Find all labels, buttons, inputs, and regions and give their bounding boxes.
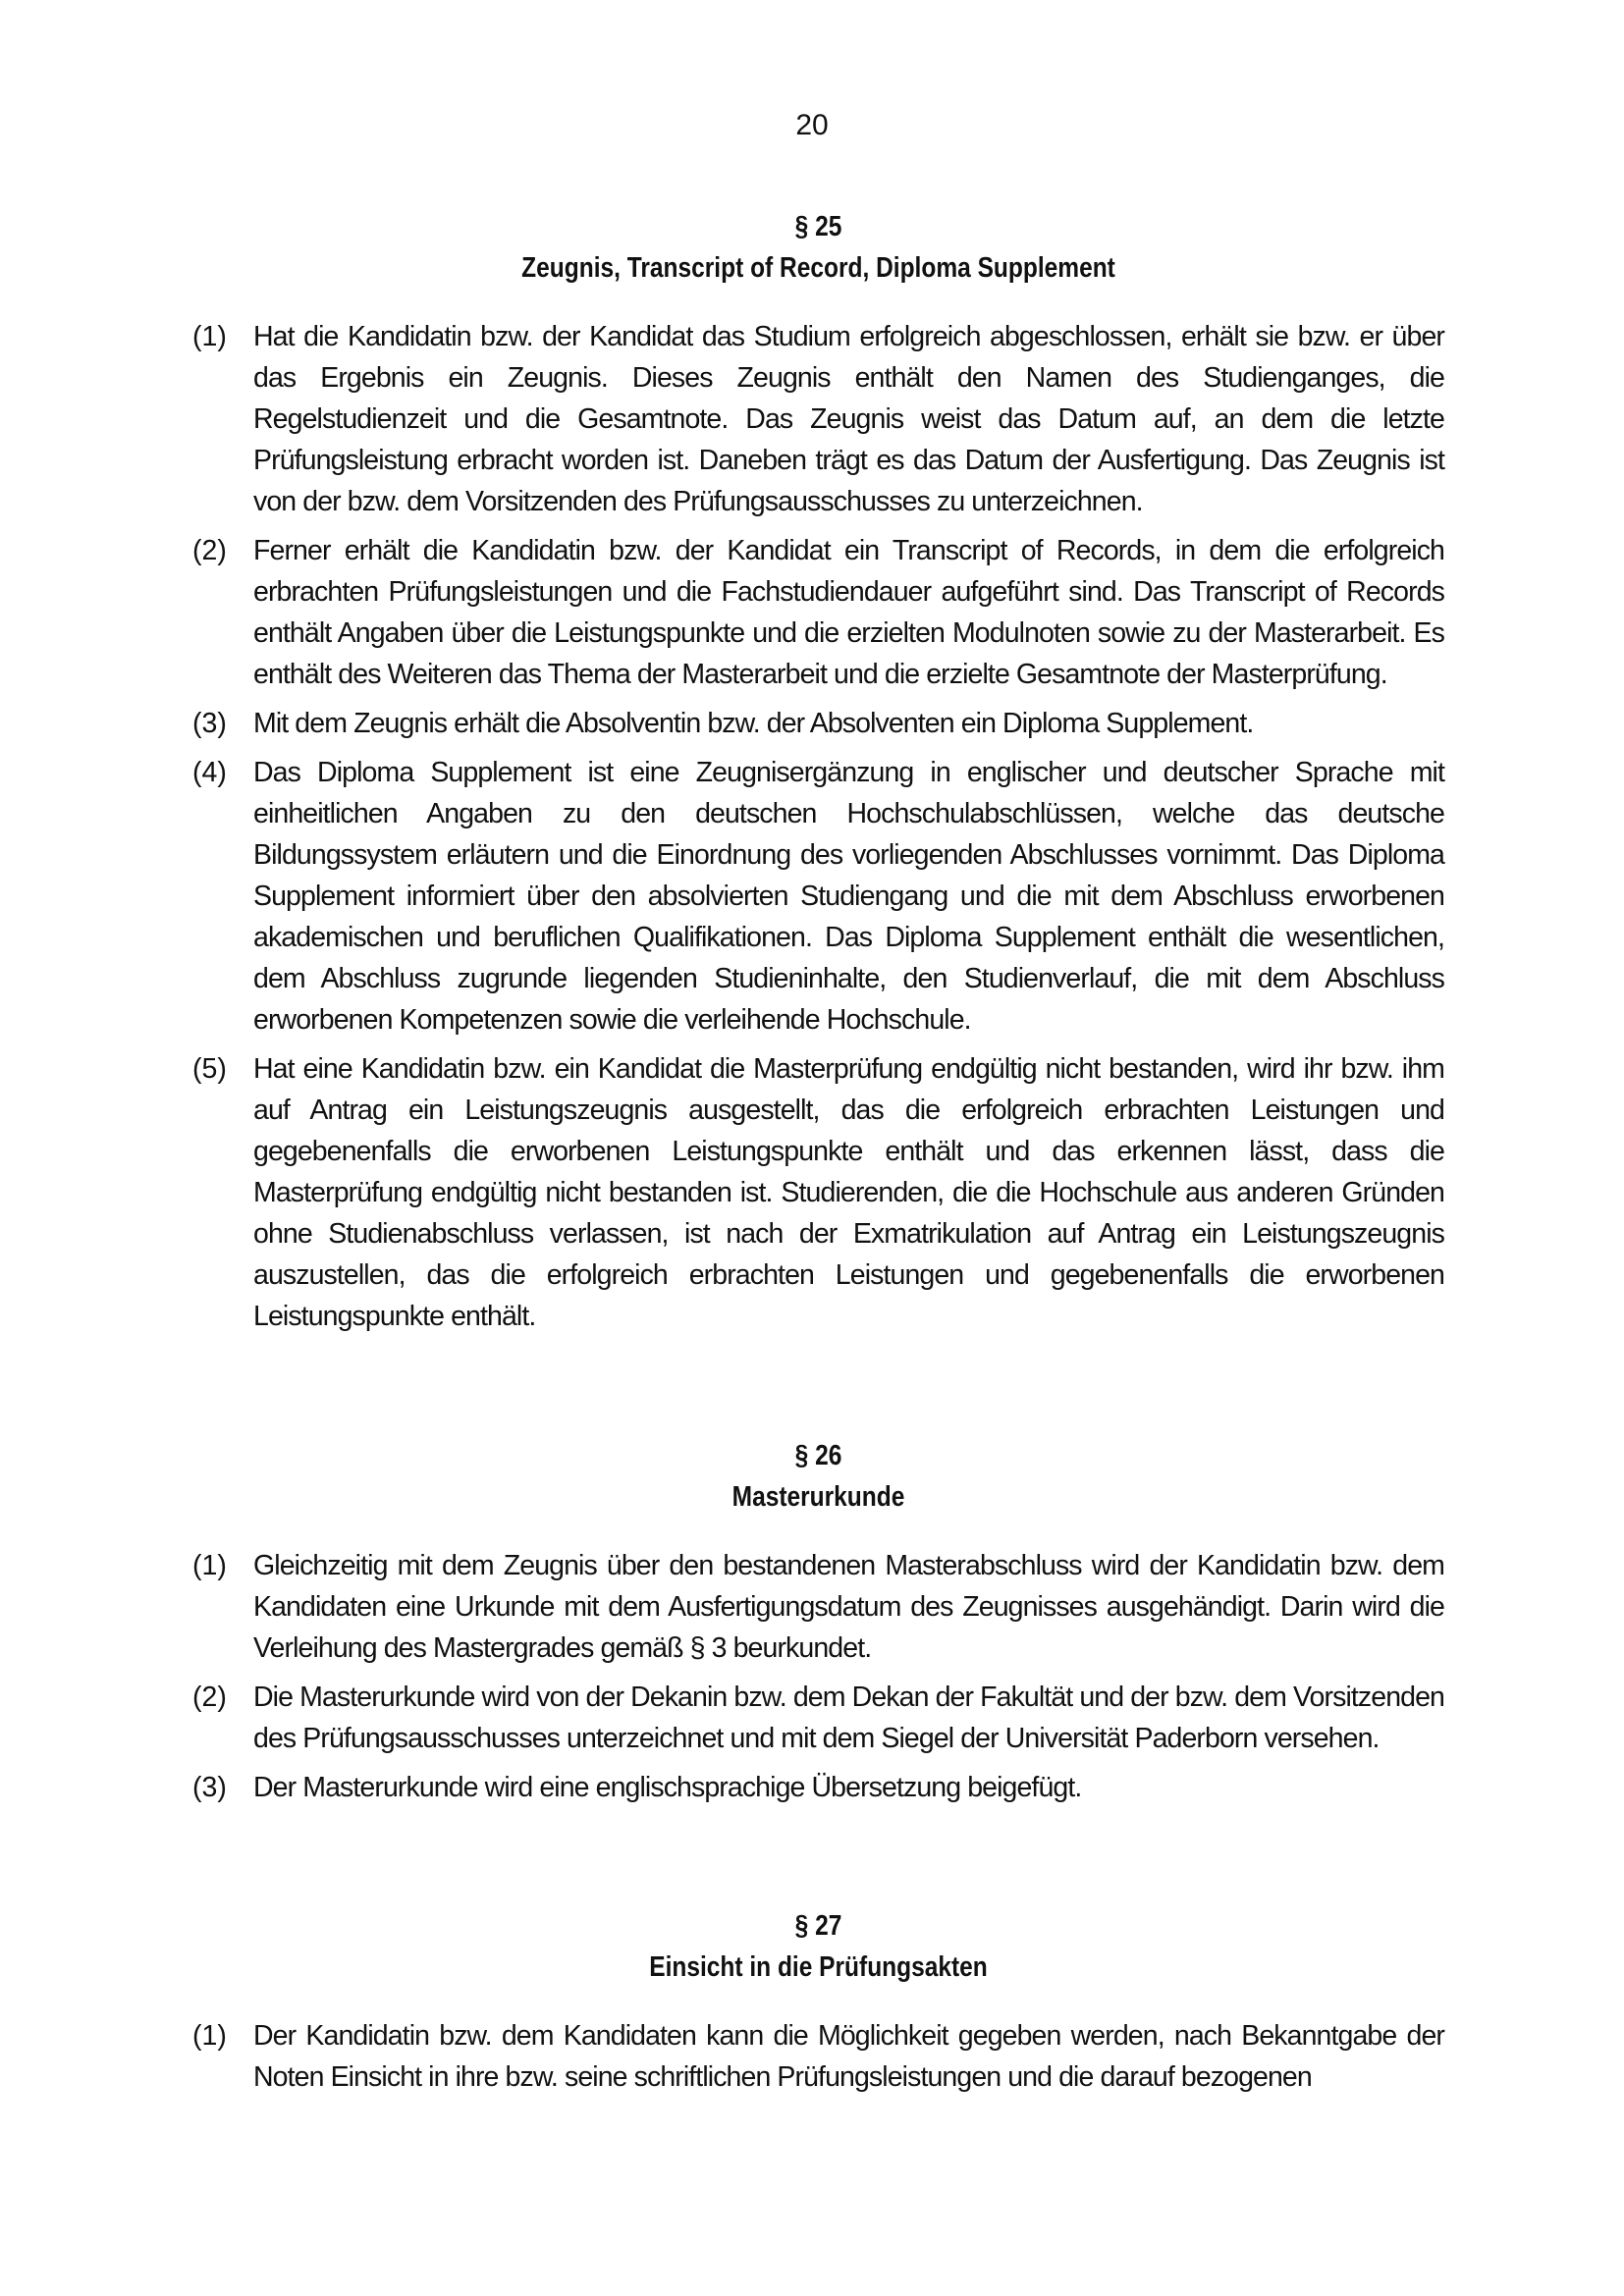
paragraph-number: (4) (192, 757, 227, 788)
paragraph-text: Gleichzeitig mit dem Zeugnis über den bestandenen Masterabschluss wird der Kandidatin bzw. dem Kandidaten eine Urkunde mit dem Ausfertigungsdatum des Zeugnisses ausgehändigt. Darin wird die Verleihung des Mastergrades gemäß § 3 beurkundet. (253, 1550, 1444, 1664)
paragraph-text: Hat eine Kandidatin bzw. ein Kandidat die Masterprüfung endgültig nicht bestanden, wird ihr bzw. ihm auf Antrag ein Leistungszeugnis ausgestellt, das die erfolgreich erbrachten Leistungen und gegebenenfalls die erworbenen Leistungspunkte enthält und das erkennen lässt, dass die Masterprüfung endgültig nicht bestanden ist. Studierenden, die die Hochschule aus anderen Gründen ohne Studienabschluss verlassen, ist nach der Exmatrikulation auf Antrag ein Leistungszeugnis auszustellen, das die erfolgreich erbrachten Leistungen und gegebenenfalls die erworbenen Leistungspunkte enthält. (253, 1053, 1444, 1332)
paragraph-text: Der Masterurkunde wird eine englischsprachige Übersetzung beigefügt. (253, 1772, 1082, 1803)
section-number: § 27 (794, 1910, 842, 1942)
paragraph-number: (1) (192, 2020, 227, 2052)
paragraph-list (192, 2015, 1444, 2098)
page-number: 20 (795, 109, 829, 141)
section-27 (192, 1905, 1444, 2106)
paragraph (192, 316, 1444, 522)
section-number: § 25 (794, 211, 842, 242)
section-26 (192, 1435, 1444, 1816)
paragraph (192, 530, 1444, 695)
paragraph (192, 752, 1444, 1041)
section-title: Zeugnis, Transcript of Record, Diploma Supplement (521, 252, 1115, 284)
paragraph-text: Der Kandidatin bzw. dem Kandidaten kann die Möglichkeit gegeben werden, nach Bekanntgabe der Noten Einsicht in ihre bzw. seine schriftlichen Prüfungsleistungen und die darauf bezogenen (253, 2020, 1444, 2093)
paragraph-number: (1) (192, 1550, 227, 1581)
paragraph-number: (1) (192, 321, 227, 352)
paragraph-number: (2) (192, 535, 227, 566)
paragraph (192, 1677, 1444, 1759)
paragraph-text: Die Masterurkunde wird von der Dekanin bzw. dem Dekan der Fakultät und der bzw. dem Vorsitzenden des Prüfungsausschusses unterzeichnet und mit dem Siegel der Universität Paderborn versehen. (253, 1682, 1444, 1754)
paragraph (192, 1545, 1444, 1669)
paragraph (192, 703, 1444, 744)
section-25 (192, 206, 1444, 1345)
paragraph-text: Hat die Kandidatin bzw. der Kandidat das Studium erfolgreich abgeschlossen, erhält sie bzw. er über das Ergebnis ein Zeugnis. Dieses Zeugnis enthält den Namen des Studienganges, die Regelstudienzeit und die Gesamtnote. Das Zeugnis weist das Datum auf, an dem die letzte Prüfungsleistung erbracht worden ist. Daneben trägt es das Datum der Ausfertigung. Das Zeugnis ist von der bzw. dem Vorsitzenden des Prüfungsausschusses zu unterzeichnen. (253, 321, 1444, 517)
paragraph-number: (2) (192, 1682, 227, 1713)
paragraph-number: (3) (192, 1772, 227, 1803)
paragraph-text: Mit dem Zeugnis erhält die Absolventin bzw. der Absolventen ein Diploma Supplement. (253, 708, 1254, 739)
paragraph (192, 1048, 1444, 1337)
section-title: Masterurkunde (731, 1481, 905, 1513)
section-number: § 26 (794, 1440, 842, 1471)
paragraph-number: (3) (192, 708, 227, 739)
paragraph-text: Das Diploma Supplement ist eine Zeugnisergänzung in englischer und deutscher Sprache mit einheitlichen Angaben zu den deutschen Hochschulabschlüssen, welche das deutsche Bildungssystem erläutern und die Einordnung des vorliegenden Abschlusses vornimmt. Das Diploma Supplement informiert über den absolvierten Studiengang und die mit dem Abschluss erworbenen akademischen und beruflichen Qualifikationen. Das Diploma Supplement enthält die wesentlichen, dem Abschluss zugrunde liegenden Studieninhalte, den Studienverlauf, die mit dem Abschluss erworbenen Kompetenzen sowie die verleihende Hochschule. (253, 757, 1444, 1036)
paragraph-list (192, 1545, 1444, 1808)
paragraph (192, 1767, 1444, 1808)
paragraph-text: Ferner erhält die Kandidatin bzw. der Kandidat ein Transcript of Records, in dem die erfolgreich erbrachten Prüfungsleistungen und die Fachstudiendauer aufgeführt sind. Das Transcript of Records enthält Angaben über die Leistungspunkte und die erzielten Modulnoten sowie zu der Masterarbeit. Es enthält des Weiteren das Thema der Masterarbeit und die erzielte Gesamtnote der Masterprüfung. (253, 535, 1444, 690)
paragraph (192, 2015, 1444, 2098)
paragraph-number: (5) (192, 1053, 227, 1085)
section-title: Einsicht in die Prüfungsakten (649, 1951, 988, 1983)
paragraph-list (192, 316, 1444, 1337)
